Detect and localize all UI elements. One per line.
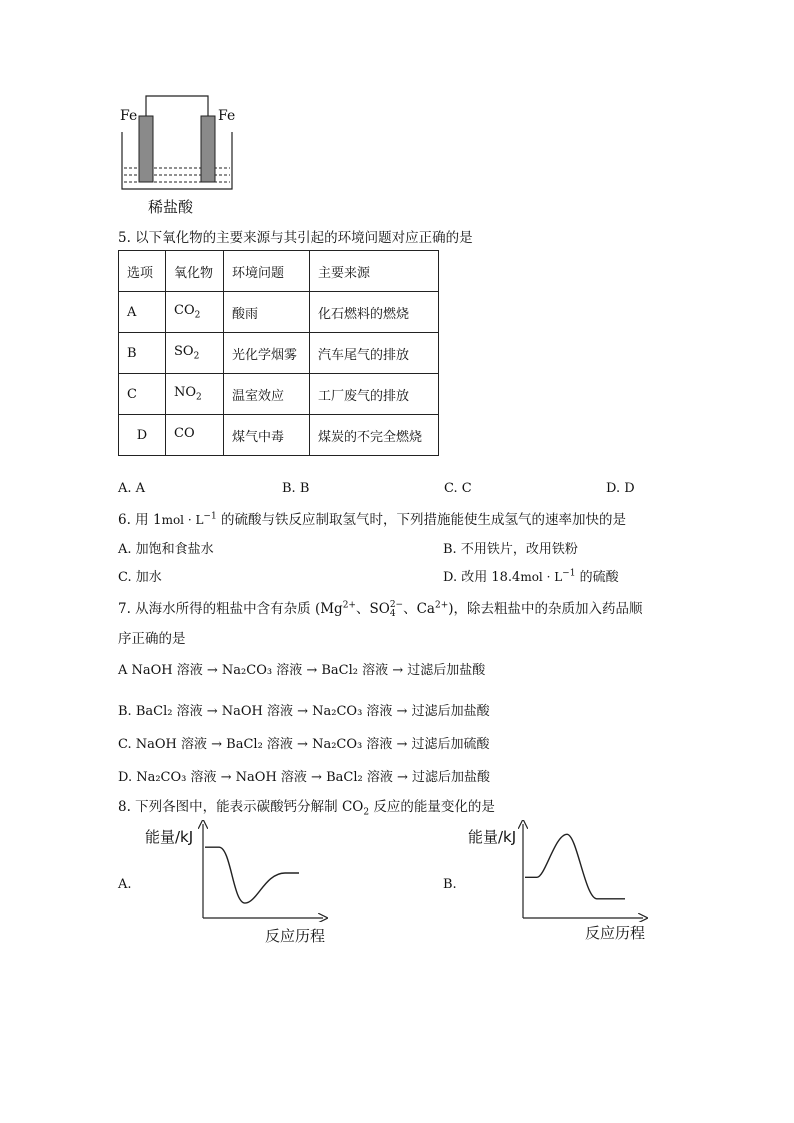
oxide-cell	[166, 415, 224, 456]
oxide-cell	[166, 333, 224, 374]
q7-sep-2: 、Ca	[403, 601, 435, 617]
graph-b-letter[interactable]: B.	[443, 877, 457, 892]
q6-unit: mol · L	[161, 513, 204, 527]
table-header-cell: 氧化物	[166, 251, 224, 292]
table-row	[119, 333, 439, 374]
q7-stem-end: )，除去粗盐中的杂质加入药品顺	[448, 601, 643, 617]
problem-cell: 光化学烟雾	[224, 333, 310, 374]
oxide-subscript: 2	[196, 392, 202, 403]
source-cell: 工厂废气的排放	[310, 374, 439, 415]
oxide-formula: NO	[174, 385, 197, 401]
problem-cell: 酸雨	[224, 292, 310, 333]
table-header-cell: 主要来源	[310, 251, 439, 292]
option-cell: A	[119, 292, 166, 333]
source-cell: 化石燃料的燃烧	[310, 292, 439, 333]
so4-subscript: 4	[389, 608, 396, 619]
q5-stem: 5. 以下氧化物的主要来源与其引起的环境问题对应正确的是	[118, 230, 473, 246]
problem-cell: 温室效应	[224, 374, 310, 415]
option-cell: D	[119, 415, 166, 456]
oxide-formula: CO	[174, 303, 195, 319]
table-header-cell: 选项	[119, 251, 166, 292]
oxide-subscript: 2	[193, 351, 200, 362]
source-cell: 汽车尾气的排放	[310, 333, 439, 374]
q6-option-d-start: D. 改用 18.4	[443, 570, 521, 585]
right-electrode-label: Fe	[218, 108, 236, 124]
graph-b	[515, 820, 650, 922]
graph-b-energy-curve	[525, 834, 625, 899]
q7-option-a[interactable]: A NaOH 溶液 → Na₂CO₃ 溶液 → BaCl₂ 溶液 → 过滤后加盐酸	[118, 663, 486, 678]
source-cell: 煤炭的不完全燃烧	[310, 415, 439, 456]
q6-unit-exponent: −1	[203, 511, 217, 522]
q6-option-b[interactable]: B. 不用铁片，改用铁粉	[443, 542, 578, 557]
table-row	[119, 374, 439, 415]
q6-option-a[interactable]: A. 加饱和食盐水	[118, 542, 214, 557]
problem-cell: 煤气中毒	[224, 415, 310, 456]
left-electrode-label: Fe	[120, 108, 138, 124]
oxide-formula: SO	[174, 344, 194, 360]
q7-stem-start: 7. 从海水所得的粗盐中含有杂质 (Mg	[118, 601, 343, 617]
q7-stem-continued: 序正确的是	[118, 631, 186, 647]
oxide-cell	[166, 292, 224, 333]
q6-stem	[118, 508, 626, 528]
graph-a-xlabel: 反应历程	[265, 927, 326, 945]
table-row	[119, 415, 439, 456]
q7-option-c[interactable]: C. NaOH 溶液 → BaCl₂ 溶液 → Na₂CO₃ 溶液 → 过滤后加硫酸	[118, 737, 490, 752]
q6-stem-start: 6. 用 1	[118, 512, 162, 528]
so4-charge: 2−	[389, 599, 404, 610]
q7-option-b[interactable]: B. BaCl₂ 溶液 → NaOH 溶液 → Na₂CO₃ 溶液 → 过滤后加盐酸	[118, 704, 490, 719]
electrolysis-apparatus	[118, 92, 238, 217]
q6-option-d-unit: mol · L	[520, 570, 563, 584]
q6-option-d-end: 的硫酸	[575, 570, 619, 585]
q6-option-c[interactable]: C. 加水	[118, 570, 162, 585]
q5-choice-c[interactable]: C. C	[444, 481, 472, 496]
mg-charge: 2+	[342, 600, 356, 611]
table-header-row	[119, 251, 439, 292]
q8-stem	[118, 795, 495, 818]
so4-indices	[390, 601, 403, 619]
q5-choice-b[interactable]: B. B	[282, 481, 310, 496]
q6-option-d[interactable]	[443, 566, 619, 585]
q6-stem-end: 的硫酸与铁反应制取氢气时，下列措施能使生成氢气的速率加快的是	[216, 512, 626, 528]
graph-a-ylabel: 能量/kJ	[145, 828, 194, 846]
q8-stem-start: 8. 下列各图中，能表示碳酸钙分解制 CO	[118, 799, 364, 815]
oxide-subscript: 2	[194, 310, 201, 321]
ca-charge: 2+	[434, 600, 449, 611]
q5-table	[118, 250, 439, 456]
graph-a-letter[interactable]: A.	[118, 877, 132, 892]
graph-b-ylabel: 能量/kJ	[468, 828, 517, 846]
apparatus-drawing	[118, 92, 238, 192]
option-cell: B	[119, 333, 166, 374]
q7-stem	[118, 597, 643, 619]
q7-option-d[interactable]: D. Na₂CO₃ 溶液 → NaOH 溶液 → BaCl₂ 溶液 → 过滤后加盐酸	[118, 770, 490, 785]
option-cell: C	[119, 374, 166, 415]
table-header-cell: 环境问题	[224, 251, 310, 292]
q7-sep-1: 、SO	[355, 601, 390, 617]
solution-label: 稀盐酸	[148, 198, 194, 216]
q5-choice-a[interactable]: A. A	[118, 481, 146, 496]
q8-stem-end: 反应的能量变化的是	[369, 799, 495, 815]
co2-subscript: 2	[363, 807, 370, 818]
graph-a-energy-curve	[205, 847, 299, 903]
oxide-formula: CO	[174, 426, 195, 442]
table-row	[119, 292, 439, 333]
q5-choice-d[interactable]: D. D	[606, 481, 635, 496]
q6-option-d-exponent: −1	[562, 568, 576, 579]
graph-a	[195, 820, 330, 922]
oxide-cell	[166, 374, 224, 415]
graph-b-xlabel: 反应历程	[585, 924, 646, 942]
